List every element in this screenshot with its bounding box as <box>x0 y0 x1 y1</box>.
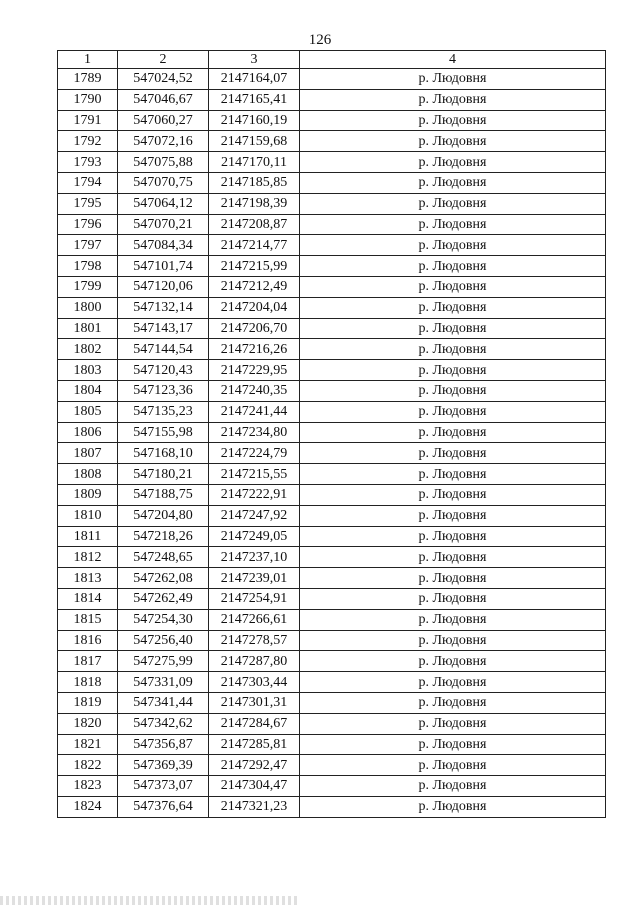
description-cell: р. Людовня <box>300 89 606 110</box>
table-row <box>58 152 606 173</box>
y-coordinate-cell: 2147249,05 <box>209 526 300 547</box>
table-row <box>58 505 606 526</box>
y-coordinate-cell: 2147222,91 <box>209 484 300 505</box>
description-cell: р. Людовня <box>300 401 606 422</box>
table-row <box>58 214 606 235</box>
point-number-cell: 1822 <box>58 755 118 776</box>
description-cell: р. Людовня <box>300 713 606 734</box>
y-coordinate-cell: 2147285,81 <box>209 734 300 755</box>
y-coordinate-cell: 2147237,10 <box>209 547 300 568</box>
description-cell: р. Людовня <box>300 776 606 797</box>
x-coordinate-cell: 547341,44 <box>118 692 209 713</box>
table-row <box>58 89 606 110</box>
point-number-cell: 1806 <box>58 422 118 443</box>
x-coordinate-cell: 547070,21 <box>118 214 209 235</box>
y-coordinate-cell: 2147321,23 <box>209 796 300 817</box>
y-coordinate-cell: 2147241,44 <box>209 401 300 422</box>
description-cell: р. Людовня <box>300 464 606 485</box>
x-coordinate-cell: 547123,36 <box>118 380 209 401</box>
point-number-cell: 1798 <box>58 256 118 277</box>
y-coordinate-cell: 2147234,80 <box>209 422 300 443</box>
x-coordinate-cell: 547132,14 <box>118 297 209 318</box>
x-coordinate-cell: 547369,39 <box>118 755 209 776</box>
table-row <box>58 651 606 672</box>
x-coordinate-cell: 547084,34 <box>118 235 209 256</box>
y-coordinate-cell: 2147214,77 <box>209 235 300 256</box>
point-number-cell: 1799 <box>58 276 118 297</box>
description-cell: р. Людовня <box>300 380 606 401</box>
x-coordinate-cell: 547275,99 <box>118 651 209 672</box>
point-number-cell: 1795 <box>58 193 118 214</box>
table-row <box>58 380 606 401</box>
table-row <box>58 256 606 277</box>
table-row <box>58 131 606 152</box>
x-coordinate-cell: 547075,88 <box>118 152 209 173</box>
point-number-cell: 1818 <box>58 672 118 693</box>
x-coordinate-cell: 547168,10 <box>118 443 209 464</box>
description-cell: р. Людовня <box>300 235 606 256</box>
table-row <box>58 318 606 339</box>
point-number-cell: 1789 <box>58 69 118 90</box>
description-cell: р. Людовня <box>300 110 606 131</box>
description-cell: р. Людовня <box>300 484 606 505</box>
y-coordinate-cell: 2147287,80 <box>209 651 300 672</box>
point-number-cell: 1817 <box>58 651 118 672</box>
table-row <box>58 235 606 256</box>
y-coordinate-cell: 2147239,01 <box>209 568 300 589</box>
description-cell: р. Людовня <box>300 172 606 193</box>
table-row <box>58 672 606 693</box>
x-coordinate-cell: 547144,54 <box>118 339 209 360</box>
x-coordinate-cell: 547024,52 <box>118 69 209 90</box>
description-cell: р. Людовня <box>300 339 606 360</box>
column-header-1: 1 <box>58 51 118 69</box>
x-coordinate-cell: 547204,80 <box>118 505 209 526</box>
table-row <box>58 588 606 609</box>
y-coordinate-cell: 2147266,61 <box>209 609 300 630</box>
scan-artifact <box>0 896 300 905</box>
x-coordinate-cell: 547120,43 <box>118 360 209 381</box>
point-number-cell: 1819 <box>58 692 118 713</box>
y-coordinate-cell: 2147215,99 <box>209 256 300 277</box>
description-cell: р. Людовня <box>300 297 606 318</box>
table-row <box>58 755 606 776</box>
x-coordinate-cell: 547254,30 <box>118 609 209 630</box>
description-cell: р. Людовня <box>300 422 606 443</box>
table-row <box>58 110 606 131</box>
y-coordinate-cell: 2147301,31 <box>209 692 300 713</box>
table-row <box>58 339 606 360</box>
point-number-cell: 1809 <box>58 484 118 505</box>
y-coordinate-cell: 2147254,91 <box>209 588 300 609</box>
description-cell: р. Людовня <box>300 69 606 90</box>
table-row <box>58 609 606 630</box>
table-row <box>58 734 606 755</box>
table-row <box>58 172 606 193</box>
table-row <box>58 464 606 485</box>
description-cell: р. Людовня <box>300 152 606 173</box>
x-coordinate-cell: 547143,17 <box>118 318 209 339</box>
y-coordinate-cell: 2147240,35 <box>209 380 300 401</box>
point-number-cell: 1823 <box>58 776 118 797</box>
description-cell: р. Людовня <box>300 630 606 651</box>
table-row <box>58 443 606 464</box>
y-coordinate-cell: 2147164,07 <box>209 69 300 90</box>
point-number-cell: 1802 <box>58 339 118 360</box>
x-coordinate-cell: 547060,27 <box>118 110 209 131</box>
description-cell: р. Людовня <box>300 131 606 152</box>
y-coordinate-cell: 2147212,49 <box>209 276 300 297</box>
table-row <box>58 568 606 589</box>
table-header-row <box>58 51 606 69</box>
y-coordinate-cell: 2147224,79 <box>209 443 300 464</box>
x-coordinate-cell: 547070,75 <box>118 172 209 193</box>
x-coordinate-cell: 547188,75 <box>118 484 209 505</box>
y-coordinate-cell: 2147284,67 <box>209 713 300 734</box>
point-number-cell: 1804 <box>58 380 118 401</box>
table-row <box>58 796 606 817</box>
column-header-2: 2 <box>118 51 209 69</box>
table-row <box>58 776 606 797</box>
y-coordinate-cell: 2147303,44 <box>209 672 300 693</box>
point-number-cell: 1797 <box>58 235 118 256</box>
point-number-cell: 1808 <box>58 464 118 485</box>
y-coordinate-cell: 2147165,41 <box>209 89 300 110</box>
x-coordinate-cell: 547262,08 <box>118 568 209 589</box>
point-number-cell: 1816 <box>58 630 118 651</box>
y-coordinate-cell: 2147247,92 <box>209 505 300 526</box>
point-number-cell: 1821 <box>58 734 118 755</box>
description-cell: р. Людовня <box>300 796 606 817</box>
table-row <box>58 547 606 568</box>
table-row <box>58 692 606 713</box>
x-coordinate-cell: 547248,65 <box>118 547 209 568</box>
point-number-cell: 1807 <box>58 443 118 464</box>
y-coordinate-cell: 2147292,47 <box>209 755 300 776</box>
x-coordinate-cell: 547155,98 <box>118 422 209 443</box>
column-header-3: 3 <box>209 51 300 69</box>
description-cell: р. Людовня <box>300 672 606 693</box>
point-number-cell: 1790 <box>58 89 118 110</box>
description-cell: р. Людовня <box>300 755 606 776</box>
point-number-cell: 1815 <box>58 609 118 630</box>
y-coordinate-cell: 2147198,39 <box>209 193 300 214</box>
table-row <box>58 297 606 318</box>
description-cell: р. Людовня <box>300 443 606 464</box>
description-cell: р. Людовня <box>300 734 606 755</box>
y-coordinate-cell: 2147216,26 <box>209 339 300 360</box>
description-cell: р. Людовня <box>300 360 606 381</box>
description-cell: р. Людовня <box>300 526 606 547</box>
table-row <box>58 276 606 297</box>
y-coordinate-cell: 2147208,87 <box>209 214 300 235</box>
description-cell: р. Людовня <box>300 547 606 568</box>
point-number-cell: 1792 <box>58 131 118 152</box>
y-coordinate-cell: 2147215,55 <box>209 464 300 485</box>
point-number-cell: 1794 <box>58 172 118 193</box>
table-body <box>58 69 606 818</box>
table-row <box>58 484 606 505</box>
coordinates-table <box>57 50 606 818</box>
description-cell: р. Людовня <box>300 568 606 589</box>
table-row <box>58 526 606 547</box>
table-row <box>58 401 606 422</box>
table-row <box>58 193 606 214</box>
y-coordinate-cell: 2147304,47 <box>209 776 300 797</box>
point-number-cell: 1810 <box>58 505 118 526</box>
description-cell: р. Людовня <box>300 318 606 339</box>
y-coordinate-cell: 2147170,11 <box>209 152 300 173</box>
description-cell: р. Людовня <box>300 256 606 277</box>
x-coordinate-cell: 547373,07 <box>118 776 209 797</box>
point-number-cell: 1801 <box>58 318 118 339</box>
point-number-cell: 1791 <box>58 110 118 131</box>
y-coordinate-cell: 2147159,68 <box>209 131 300 152</box>
description-cell: р. Людовня <box>300 609 606 630</box>
column-header-4: 4 <box>300 51 606 69</box>
x-coordinate-cell: 547356,87 <box>118 734 209 755</box>
x-coordinate-cell: 547180,21 <box>118 464 209 485</box>
description-cell: р. Людовня <box>300 214 606 235</box>
table-row <box>58 360 606 381</box>
page-number: 126 <box>308 32 332 48</box>
x-coordinate-cell: 547046,67 <box>118 89 209 110</box>
x-coordinate-cell: 547376,64 <box>118 796 209 817</box>
x-coordinate-cell: 547072,16 <box>118 131 209 152</box>
y-coordinate-cell: 2147204,04 <box>209 297 300 318</box>
description-cell: р. Людовня <box>300 588 606 609</box>
x-coordinate-cell: 547331,09 <box>118 672 209 693</box>
y-coordinate-cell: 2147278,57 <box>209 630 300 651</box>
description-cell: р. Людовня <box>300 692 606 713</box>
x-coordinate-cell: 547218,26 <box>118 526 209 547</box>
y-coordinate-cell: 2147185,85 <box>209 172 300 193</box>
point-number-cell: 1800 <box>58 297 118 318</box>
table-row <box>58 713 606 734</box>
description-cell: р. Людовня <box>300 276 606 297</box>
x-coordinate-cell: 547342,62 <box>118 713 209 734</box>
description-cell: р. Людовня <box>300 193 606 214</box>
point-number-cell: 1820 <box>58 713 118 734</box>
y-coordinate-cell: 2147160,19 <box>209 110 300 131</box>
y-coordinate-cell: 2147229,95 <box>209 360 300 381</box>
x-coordinate-cell: 547262,49 <box>118 588 209 609</box>
point-number-cell: 1803 <box>58 360 118 381</box>
point-number-cell: 1812 <box>58 547 118 568</box>
description-cell: р. Людовня <box>300 505 606 526</box>
point-number-cell: 1814 <box>58 588 118 609</box>
x-coordinate-cell: 547101,74 <box>118 256 209 277</box>
table-row <box>58 422 606 443</box>
table-row <box>58 69 606 90</box>
x-coordinate-cell: 547256,40 <box>118 630 209 651</box>
point-number-cell: 1824 <box>58 796 118 817</box>
point-number-cell: 1793 <box>58 152 118 173</box>
x-coordinate-cell: 547135,23 <box>118 401 209 422</box>
x-coordinate-cell: 547064,12 <box>118 193 209 214</box>
x-coordinate-cell: 547120,06 <box>118 276 209 297</box>
table-row <box>58 630 606 651</box>
point-number-cell: 1813 <box>58 568 118 589</box>
point-number-cell: 1805 <box>58 401 118 422</box>
description-cell: р. Людовня <box>300 651 606 672</box>
y-coordinate-cell: 2147206,70 <box>209 318 300 339</box>
point-number-cell: 1811 <box>58 526 118 547</box>
point-number-cell: 1796 <box>58 214 118 235</box>
